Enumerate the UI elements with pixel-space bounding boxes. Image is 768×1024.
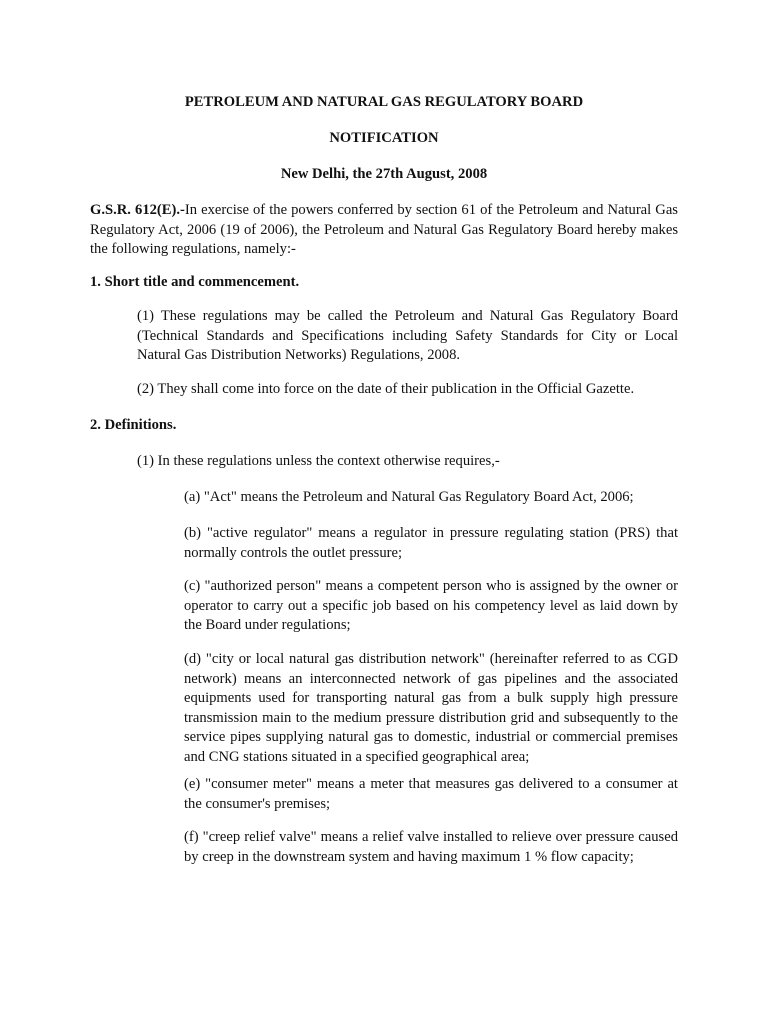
date-line: New Delhi, the 27th August, 2008 bbox=[280, 166, 488, 182]
definition-c: (c) "authorized person" means a competent person who is assigned by the owner or operator to carry out a specific job based on his competency level as laid down by the Board under regulations; bbox=[184, 578, 678, 634]
preamble-text: In exercise of the powers conferred by section 61 of the Petroleum and Natural Gas Regulatory Act, 2006 (19 of 2006), the Petroleum and Natural Gas Regulatory Board hereby makes the following regulations, namely:- bbox=[90, 202, 678, 258]
definition-e: (e) "consumer meter" means a meter that measures gas delivered to a consumer at the consumer's premises; bbox=[184, 776, 678, 812]
section-1-heading: 1. Short title and commencement. bbox=[90, 274, 300, 290]
gsr-reference: G.S.R. 612(E).- bbox=[90, 202, 185, 218]
board-title: PETROLEUM AND NATURAL GAS REGULATORY BOARD bbox=[184, 94, 584, 110]
section-2-intro: (1) In these regulations unless the context otherwise requires,- bbox=[137, 453, 500, 469]
section-1-clause-2: (2) They shall come into force on the date of their publication in the Official Gazette. bbox=[137, 381, 635, 397]
definition-b: (b) "active regulator" means a regulator in pressure regulating station (PRS) that normally controls the outlet pressure; bbox=[184, 525, 678, 561]
definition-a: (a) "Act" means the Petroleum and Natural Gas Regulatory Board Act, 2006; bbox=[184, 489, 634, 505]
preamble bbox=[90, 201, 678, 260]
definition-f: (f) "creep relief valve" means a relief valve installed to relieve over pressure caused by creep in the downstream system and having maximum 1 % flow capacity; bbox=[184, 829, 678, 865]
section-2-heading: 2. Definitions. bbox=[90, 417, 177, 433]
notification-title: NOTIFICATION bbox=[329, 130, 439, 146]
definition-d: (d) "city or local natural gas distribution network" (hereinafter referred to as CGD network) means an interconnected network of gas pipelines and the associated equipments used for transporting natural gas from a bulk supply high pressure transmission main to the medium pressure distribution grid and subsequently to the service pipes supplying natural gas to domestic, industrial or commercial premises and CNG stations situated in a specified geographical area; bbox=[184, 651, 678, 765]
section-1-clause-1: (1) These regulations may be called the Petroleum and Natural Gas Regulatory Board (Technical Standards and Specifications including Safety Standards for City or Local Natural Gas Distribution Networks) Regulations, 2008. bbox=[137, 308, 678, 364]
